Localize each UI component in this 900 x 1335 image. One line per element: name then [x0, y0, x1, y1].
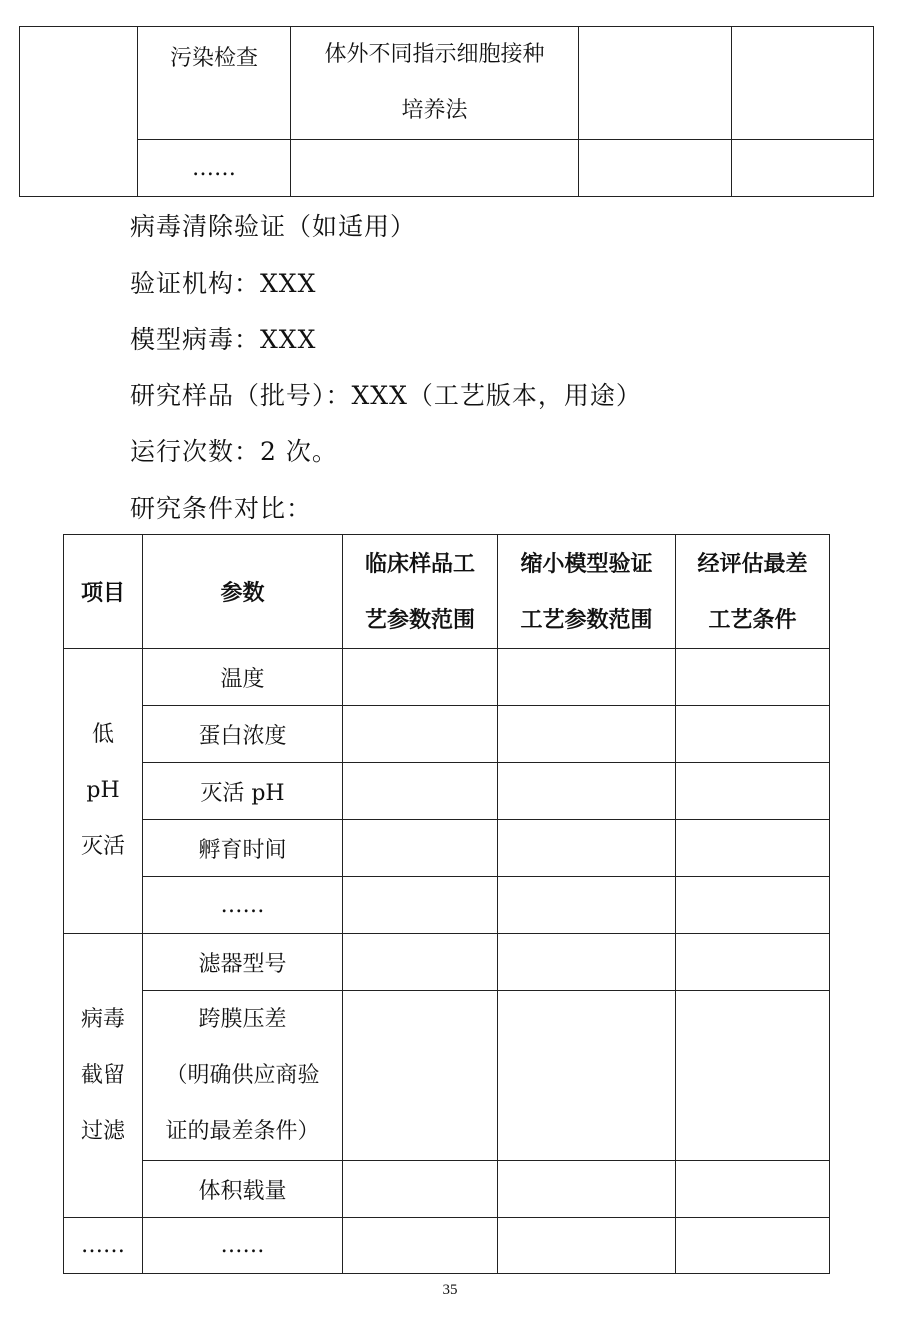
empty-cell: [676, 877, 830, 934]
empty-cell: [343, 763, 498, 820]
empty-cell: [498, 934, 676, 991]
table-row: [64, 820, 830, 877]
param-label: 滤器型号: [198, 951, 287, 977]
group-label-low-ph: [64, 649, 143, 934]
group-label-line-2: 截留: [80, 1062, 125, 1088]
empty-cell: [676, 934, 830, 991]
param-cell: [143, 649, 343, 706]
method-line-1: 体外不同指示细胞接种: [324, 42, 545, 67]
empty-cell: [676, 763, 830, 820]
param-ellipsis: ……: [220, 1233, 265, 1258]
param-label: 体积载量: [198, 1178, 287, 1204]
sample-line: 研究样品（批号）：XXX（工艺版本，用途）: [130, 381, 642, 410]
param-label: 灭活 pH: [200, 780, 285, 806]
empty-cell: [579, 27, 732, 140]
param-label: 温度: [220, 666, 265, 692]
header-row: [64, 535, 830, 649]
group-label-line-1: 低: [91, 722, 114, 747]
empty-cell: [498, 1161, 676, 1218]
param-cell: [143, 934, 343, 991]
table-row: [64, 934, 830, 991]
contamination-check-table: [19, 26, 874, 197]
category-cell: [138, 27, 291, 140]
empty-cell: [498, 706, 676, 763]
empty-cell: [732, 27, 874, 140]
empty-cell: [676, 991, 830, 1161]
empty-cell: [291, 140, 579, 197]
ellipsis-cell: [138, 140, 291, 197]
item-ellipsis: ……: [81, 1233, 125, 1258]
header-clinical: [343, 535, 498, 649]
table-row: [20, 140, 874, 197]
param-cell: [143, 877, 343, 934]
empty-cell: [343, 1161, 498, 1218]
header-item: [64, 535, 143, 649]
header-worst-line-2: 工艺条件: [708, 606, 797, 633]
empty-cell: [343, 1218, 498, 1274]
empty-cell: [498, 820, 676, 877]
category-label: 污染检查: [169, 46, 258, 71]
table-row: [64, 706, 830, 763]
group-label-line-1: 病毒: [80, 1006, 125, 1032]
param-label: 蛋白浓度: [198, 723, 287, 749]
comparison-table: [63, 534, 830, 1274]
group-label-line-3: 过滤: [80, 1118, 125, 1144]
empty-cell: [343, 706, 498, 763]
header-scaled-line-2: 工艺参数范围: [520, 606, 653, 633]
empty-cell: [676, 1161, 830, 1218]
header-clinical-line-2: 艺参数范围: [364, 606, 475, 633]
header-worst-line-1: 经评估最差: [697, 550, 808, 577]
empty-cell: [498, 649, 676, 706]
empty-cell: [676, 649, 830, 706]
section-title: 病毒清除验证（如适用）: [130, 212, 417, 241]
empty-cell: [676, 706, 830, 763]
empty-cell: [498, 763, 676, 820]
empty-cell: [579, 140, 732, 197]
param-label-line-2: （明确供应商验: [165, 1062, 320, 1088]
header-clinical-line-1: 临床样品工: [364, 550, 475, 577]
empty-cell: [343, 877, 498, 934]
empty-cell: [732, 140, 874, 197]
item-cell: [64, 1218, 143, 1274]
page-number: 35: [442, 1282, 458, 1298]
param-label: ……: [220, 892, 265, 918]
table-row: [64, 991, 830, 1161]
param-cell: [143, 1161, 343, 1218]
group-label-line-2: pH: [86, 778, 120, 803]
header-worst: [676, 535, 830, 649]
param-label-line-3: 证的最差条件）: [165, 1118, 320, 1144]
param-cell: [143, 706, 343, 763]
group-label-filtration: [64, 934, 143, 1218]
group-label-line-3: 灭活: [80, 834, 125, 859]
model-virus-line: 模型病毒：XXX: [130, 325, 317, 354]
comparison-intro: 研究条件对比：: [130, 494, 313, 523]
empty-cell: [498, 991, 676, 1161]
param-label-line-1: 跨膜压差: [198, 1006, 287, 1032]
empty-cell: [676, 820, 830, 877]
table-row: [64, 877, 830, 934]
ellipsis-text: ……: [192, 155, 236, 181]
header-param: [143, 535, 343, 649]
method-line-2: 培养法: [401, 98, 468, 123]
empty-cell: [343, 649, 498, 706]
empty-cell: [498, 1218, 676, 1274]
param-cell: [143, 1218, 343, 1274]
table-row: [64, 1218, 830, 1274]
header-item-label: 项目: [80, 580, 125, 606]
table-row: [64, 1161, 830, 1218]
param-label: 孵育时间: [198, 837, 287, 863]
table-row: [64, 763, 830, 820]
runs-line: 运行次数：2 次。: [130, 437, 338, 466]
empty-cell: [343, 991, 498, 1161]
param-cell: [143, 820, 343, 877]
method-cell: [291, 27, 579, 140]
param-cell: [143, 991, 343, 1161]
header-param-label: 参数: [220, 580, 265, 606]
table-row: [20, 27, 874, 140]
header-scaled-line-1: 缩小模型验证: [520, 550, 653, 577]
empty-cell: [343, 820, 498, 877]
header-scaled: [498, 535, 676, 649]
empty-cell: [343, 934, 498, 991]
param-cell: [143, 763, 343, 820]
empty-cell: [20, 27, 138, 197]
table-row: [64, 649, 830, 706]
institution-line: 验证机构：XXX: [130, 269, 317, 298]
empty-cell: [676, 1218, 830, 1274]
empty-cell: [498, 877, 676, 934]
